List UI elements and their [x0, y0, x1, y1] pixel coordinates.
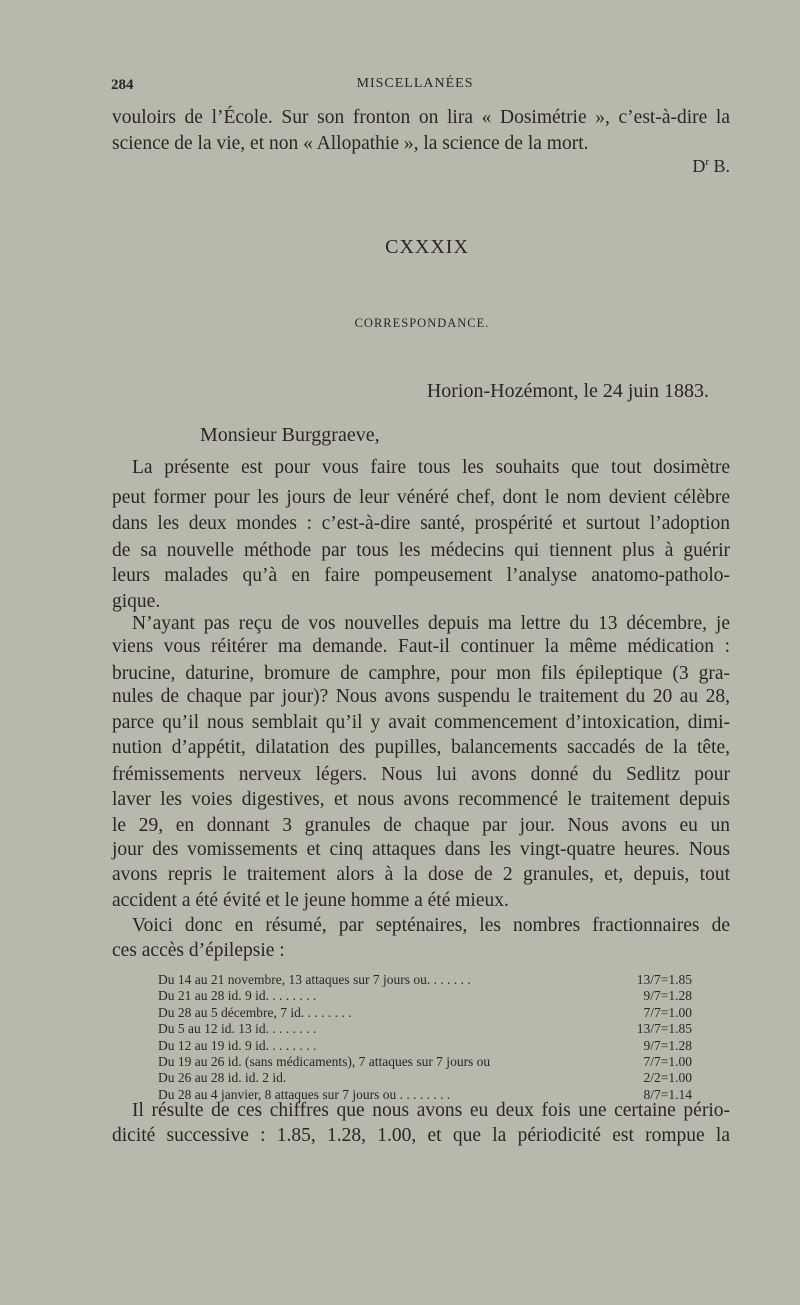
p1-line: peut former pour les jours de leur vénéré chef, dont le nom devient célèbre — [112, 487, 730, 508]
page-number: 284 — [111, 77, 134, 93]
p2-line: viens vous réitérer ma demande. Faut-il continuer la même médication : — [112, 636, 730, 657]
table-cell-period: Du 26 au 28 id. id. 2 id. — [158, 1070, 287, 1086]
table-row — [158, 988, 692, 1004]
p3-line: ces accès d’épilepsie : — [112, 940, 285, 961]
letter-salutation: Monsieur Burggraeve, — [200, 424, 380, 446]
signature-initial: B. — [713, 156, 730, 176]
p2-line: frémissements nerveux légers. Nous lui avons donné du Sedlitz pour — [112, 764, 730, 785]
seizure-table — [158, 972, 692, 1103]
table-cell-ratio: 7/7=1.00 — [643, 1004, 692, 1020]
p2-line: nules de chaque par jour)? Nous avons suspendu le traitement du 20 au 28, — [112, 686, 730, 707]
running-head: MISCELLANÉES — [356, 76, 474, 91]
table-cell-period: Du 28 au 4 janvier, 8 attaques sur 7 jours ou . . . . . . . . — [158, 1086, 451, 1102]
table-cell-period: Du 21 au 28 id. 9 id. . . . . . . . — [158, 988, 317, 1004]
signature — [692, 156, 730, 177]
p4-line: dicité successive : 1.85, 1.28, 1.00, et que la périodicité est rompue la — [112, 1125, 730, 1146]
table-cell-period: Du 5 au 12 id. 13 id. . . . . . . . — [158, 1021, 317, 1037]
table-row — [158, 1005, 692, 1021]
table-cell-period: Du 14 au 21 novembre, 13 attaques sur 7 jours ou. . . . . . . — [158, 972, 471, 987]
table-cell-ratio: 13/7=1.85 — [636, 1021, 692, 1037]
p1-line: de sa nouvelle méthode par tous les médecins qui tiennent plus à guérir — [112, 540, 730, 561]
p2-line: jour des vomissements et cinq attaques dans les vingt-quatre heures. Nous — [112, 839, 730, 860]
p2-line: laver les voies digestives, et nous avons recommencé le traitement depuis — [112, 789, 730, 810]
table-row — [158, 1038, 692, 1054]
p1-line: La présente est pour vous faire tous les souhaits que tout dosimètre — [132, 457, 730, 478]
table-cell-period: Du 19 au 26 id. (sans médicaments), 7 attaques sur 7 jours ou — [158, 1054, 491, 1070]
p2-line: nution d’appétit, dilatation des pupilles, balancements saccadés de la tête, — [112, 737, 730, 758]
table-cell-ratio: 9/7=1.28 — [643, 1037, 692, 1053]
table-cell-ratio: 8/7=1.14 — [643, 1086, 692, 1102]
p3-line: Voici donc en résumé, par septénaires, les nombres fractionnaires de — [132, 915, 730, 936]
chapter-number: CXXXIX — [385, 236, 469, 258]
p2-line: accident a été évité et le jeune homme a été mieux. — [112, 890, 509, 911]
table-row — [158, 1054, 692, 1070]
table-cell-period: Du 28 au 5 décembre, 7 id. . . . . . . . — [158, 1004, 352, 1020]
table-cell-ratio: 2/2=1.00 — [643, 1070, 692, 1086]
table-row — [158, 1070, 692, 1086]
signature-sup: r — [705, 156, 709, 168]
p4-line: Il résulte de ces chiffres que nous avons eu deux fois une certaine pério- — [132, 1100, 730, 1121]
p1-line: dans les deux mondes : c’est-à-dire santé, prospérité et surtout l’adoption — [112, 513, 730, 534]
intro-line-2: science de la vie, et non « Allopathie », la science de la mort. — [112, 133, 589, 154]
p2-line: avons repris le traitement alors à la dose de 2 granules, et, depuis, tout — [112, 864, 730, 885]
table-row — [158, 1021, 692, 1037]
p2-line: brucine, daturine, bromure de camphre, pour mon fils épileptique (3 gra- — [112, 663, 730, 684]
table-cell-period: Du 12 au 19 id. 9 id. . . . . . . . — [158, 1037, 317, 1053]
intro-line-1: vouloirs de l’École. Sur son fronton on lira « Dosimétrie », c’est-à-dire la — [112, 107, 730, 128]
table-row — [158, 972, 692, 988]
p1-line: gique. — [112, 591, 161, 612]
signature-name: D — [692, 156, 706, 176]
p1-line: leurs malades qu’à en faire pompeusement l’analyse anatomo-patholo- — [112, 565, 730, 586]
section-title: CORRESPONDANCE. — [354, 316, 490, 330]
table-cell-ratio: 7/7=1.00 — [643, 1054, 692, 1070]
table-cell-ratio: 9/7=1.28 — [643, 988, 692, 1004]
table-cell-ratio: 13/7=1.85 — [636, 972, 692, 987]
p2-line: le 29, en donnant 3 granules de chaque par jour. Nous avons eu un — [112, 815, 730, 836]
p2-line: parce qu’il nous semblait qu’il y avait commencement d’intoxication, dimi- — [112, 712, 730, 733]
letter-dateline: Horion-Hozémont, le 24 juin 1883. — [426, 380, 709, 402]
p2-line: N’ayant pas reçu de vos nouvelles depuis ma lettre du 13 décembre, je — [132, 613, 730, 634]
